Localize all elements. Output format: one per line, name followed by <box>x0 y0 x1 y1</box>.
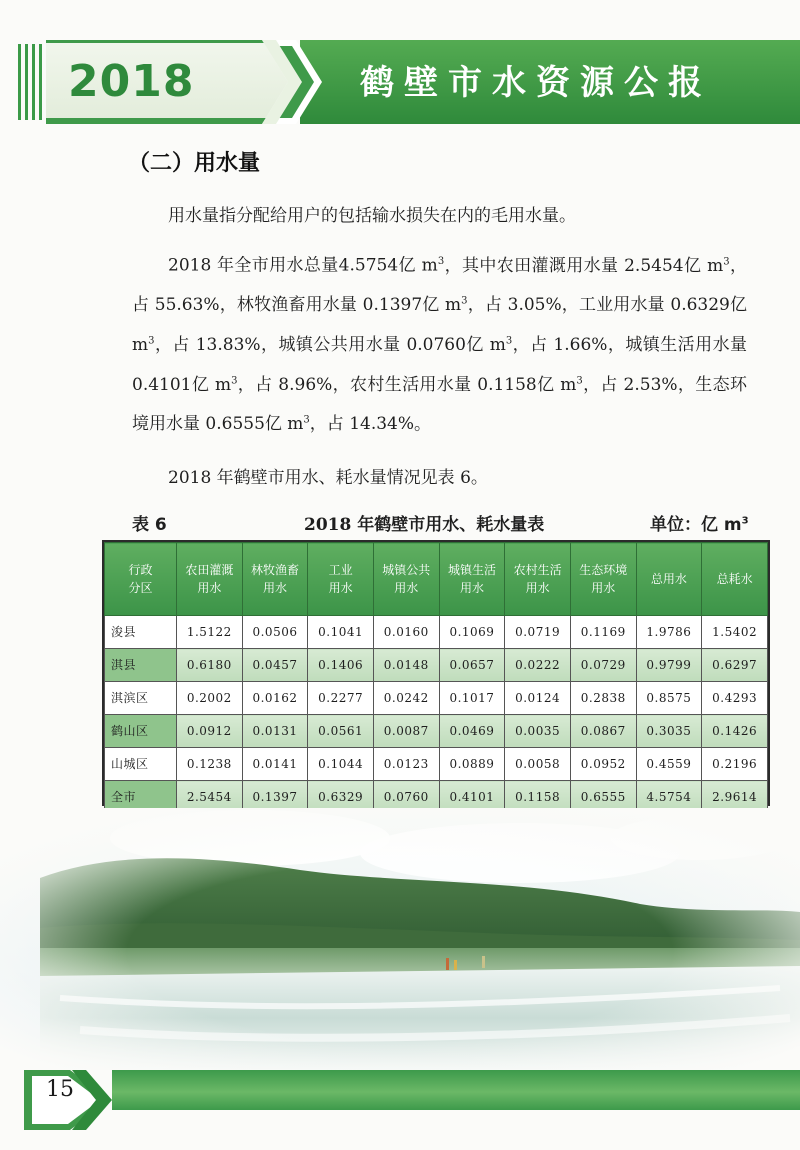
table-cell: 0.0469 <box>439 715 505 748</box>
chevron-right-icon <box>262 40 322 124</box>
table-cell: 0.6180 <box>177 649 243 682</box>
table-cell: 0.6297 <box>702 649 768 682</box>
table-cell: 0.0729 <box>570 649 636 682</box>
table-cell: 0.0657 <box>439 649 505 682</box>
table-row <box>105 715 768 748</box>
table-cell: 0.0141 <box>242 748 308 781</box>
table-cell: 0.8575 <box>636 682 702 715</box>
table-cell: 0.2002 <box>177 682 243 715</box>
table-cell: 4.5754 <box>636 781 702 814</box>
table-row <box>105 682 768 715</box>
table-cell: 0.2196 <box>702 748 768 781</box>
paragraph-statistics: 2018 年全市用水总量4.5754亿 $m^3$，其中农田灌溉用水量 2.5454亿 $m^3$，占 55.63%，林牧渔畜用水量 0.1397亿 $m^3$，占 3.05%，工业用水量 0.6329亿 $m^3$，占 13.83%，城镇公共用水量 0.0760亿 $m^3$，占 1.66%，城镇生活用水量 0.4101亿 $m^3$，占 8.96%，农村生活用水量 0.1158亿 $m^3$，占 2.53%，生态环境用水量 0.6555亿 $m^3$，占 14.34%。 <box>132 255 748 435</box>
table-header-cell: 总用水 <box>636 543 702 616</box>
table-cell: 0.0087 <box>373 715 439 748</box>
footer-bar <box>112 1070 800 1110</box>
table-header-cell: 林牧渔畜 用水 <box>242 543 308 616</box>
landscape-photo <box>0 808 800 1070</box>
table-header-cell: 城镇公共 用水 <box>373 543 439 616</box>
table-cell: 0.1406 <box>308 649 374 682</box>
table-cell: 0.0867 <box>570 715 636 748</box>
table-cell: 0.0162 <box>242 682 308 715</box>
table-cell: 0.4293 <box>702 682 768 715</box>
table-cell: 0.0561 <box>308 715 374 748</box>
table-cell: 0.2277 <box>308 682 374 715</box>
header-stripes <box>18 44 48 120</box>
table-cell: 0.1017 <box>439 682 505 715</box>
table-cell: 0.1397 <box>242 781 308 814</box>
table-cell: 0.1238 <box>177 748 243 781</box>
table-cell: 0.6329 <box>308 781 374 814</box>
table-cell: 0.1158 <box>505 781 571 814</box>
table-row <box>105 649 768 682</box>
table-cell: 0.0222 <box>505 649 571 682</box>
table-row <box>105 616 768 649</box>
report-title: 鹤壁市水资源公报 <box>360 63 712 103</box>
table-cell: 0.0124 <box>505 682 571 715</box>
table-cell: 0.0035 <box>505 715 571 748</box>
region-name-cell: 淇滨区 <box>105 682 177 715</box>
region-name-cell: 山城区 <box>105 748 177 781</box>
table-cell: 0.0889 <box>439 748 505 781</box>
region-name-cell: 淇县 <box>105 649 177 682</box>
region-name-cell: 鹤山区 <box>105 715 177 748</box>
table-cell: 0.0719 <box>505 616 571 649</box>
table-cell: 0.3035 <box>636 715 702 748</box>
table-cell: 0.0760 <box>373 781 439 814</box>
table-header-row <box>105 543 768 616</box>
page-number: 15 <box>46 1077 74 1102</box>
table-cell: 0.1169 <box>570 616 636 649</box>
table-cell: 0.0160 <box>373 616 439 649</box>
table-cell: 0.1069 <box>439 616 505 649</box>
table-cell: 0.0131 <box>242 715 308 748</box>
table-row <box>105 748 768 781</box>
paragraph-table-reference: 2018 年鹤壁市用水、耗水量情况见表 6。 <box>168 468 488 488</box>
table-cell: 0.2838 <box>570 682 636 715</box>
table-header-cell: 工业 用水 <box>308 543 374 616</box>
paragraph-definition: 用水量指分配给用户的包括输水损失在内的毛用水量。 <box>168 206 576 226</box>
region-name-cell: 全市 <box>105 781 177 814</box>
table-cell: 0.4559 <box>636 748 702 781</box>
table-cell: 0.0506 <box>242 616 308 649</box>
table-header-cell: 总耗水 <box>702 543 768 616</box>
table-header-cell: 城镇生活 用水 <box>439 543 505 616</box>
table-header-cell: 行政 分区 <box>105 543 177 616</box>
table-header-cell: 生态环境 用水 <box>570 543 636 616</box>
table-cell: 0.0123 <box>373 748 439 781</box>
table-cell: 0.1426 <box>702 715 768 748</box>
table-header-cell: 农田灌溉 用水 <box>177 543 243 616</box>
table-cell: 0.0912 <box>177 715 243 748</box>
table-number: 表 6 <box>132 515 167 535</box>
header-year: 2018 <box>68 56 195 107</box>
region-name-cell: 浚县 <box>105 616 177 649</box>
table-cell: 0.1044 <box>308 748 374 781</box>
table-header-cell: 农村生活 用水 <box>505 543 571 616</box>
table-cell: 2.5454 <box>177 781 243 814</box>
table-cell: 2.9614 <box>702 781 768 814</box>
table-cell: 0.4101 <box>439 781 505 814</box>
table-cell: 1.9786 <box>636 616 702 649</box>
table-cell: 0.0148 <box>373 649 439 682</box>
table-cell: 0.9799 <box>636 649 702 682</box>
table-cell: 0.1041 <box>308 616 374 649</box>
table-cell: 1.5402 <box>702 616 768 649</box>
table-cell: 0.0058 <box>505 748 571 781</box>
table-unit: 单位：亿 $m^3$ <box>650 515 749 535</box>
table-cell: 1.5122 <box>177 616 243 649</box>
table-cell: 0.0242 <box>373 682 439 715</box>
table-cell: 0.0952 <box>570 748 636 781</box>
table-title: 2018 年鹤壁市用水、耗水量表 <box>304 515 545 535</box>
table-cell: 0.0457 <box>242 649 308 682</box>
section-heading: （二）用水量 <box>128 151 261 176</box>
table-cell: 0.6555 <box>570 781 636 814</box>
water-use-table <box>102 540 770 806</box>
